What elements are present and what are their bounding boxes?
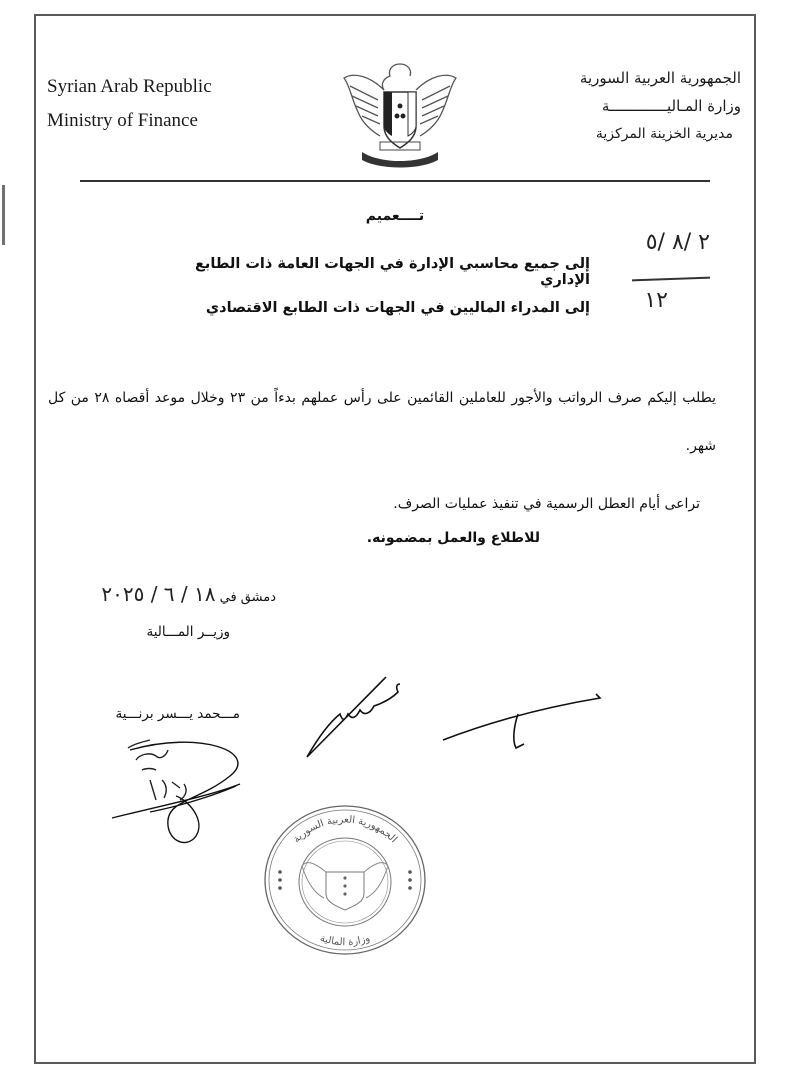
place-label: دمشق في — [219, 590, 276, 605]
ministry-name-en: Ministry of Finance — [47, 110, 198, 131]
header-divider — [80, 180, 710, 182]
reference-number-top: ٢ /٨ /٥ — [645, 230, 710, 255]
memo-title: تــــعميم — [365, 208, 425, 224]
handwritten-reference-number — [608, 226, 718, 326]
handwritten-date: ١٨ / ٦ / ٢٠٢٥ — [101, 582, 216, 606]
place-date-line — [56, 582, 276, 606]
stamp-text-bottom: وزارة المالية — [318, 932, 372, 949]
reference-number-bottom: ١٢ — [644, 288, 668, 313]
syrian-eagle-emblem-icon — [340, 56, 460, 174]
body-paragraph-2: تراعى أيام العطل الرسمية في تنفيذ عمليات الصرف. — [393, 496, 700, 512]
ministry-stamp-icon — [262, 802, 428, 958]
body-paragraph-1: يطلب إليكم صرف الرواتب والأجور للعاملين القائمين على رأس عملهم بدءاً من ٢٣ وخلال موعد أقصاه ٢٨ من كل شهر. — [48, 390, 717, 454]
scan-artifact — [2, 185, 5, 245]
reference-divider — [632, 277, 710, 282]
svg-text:وزارة المالية — [319, 933, 372, 948]
english-letterhead — [47, 70, 247, 138]
stamp-text-top: الجمهورية العربية السورية — [291, 814, 399, 846]
directorate-name-ar: مديرية الخزينة المركزية — [595, 126, 733, 142]
addressee-line-2: إلى المدراء الماليين في الجهات ذات الطابع الاقتصادي — [205, 300, 590, 316]
country-name-en: Syrian Arab Republic — [47, 76, 212, 97]
signatory-name: مـــحمد يـــسر برنـــية — [115, 706, 240, 722]
ministry-name-ar: وزارة المـاليـــــــــــــة — [601, 97, 741, 115]
addressee-line-1: إلى جميع محاسبي الإدارة في الجهات العامة ذات الطابع الإداري — [194, 256, 590, 288]
arabic-letterhead — [511, 64, 741, 148]
country-name-ar: الجمهورية العربية السورية — [579, 69, 741, 87]
signatory-title: وزيــر المـــالية — [146, 624, 230, 640]
closing-line: للاطلاع والعمل بمضمونه. — [366, 530, 540, 546]
